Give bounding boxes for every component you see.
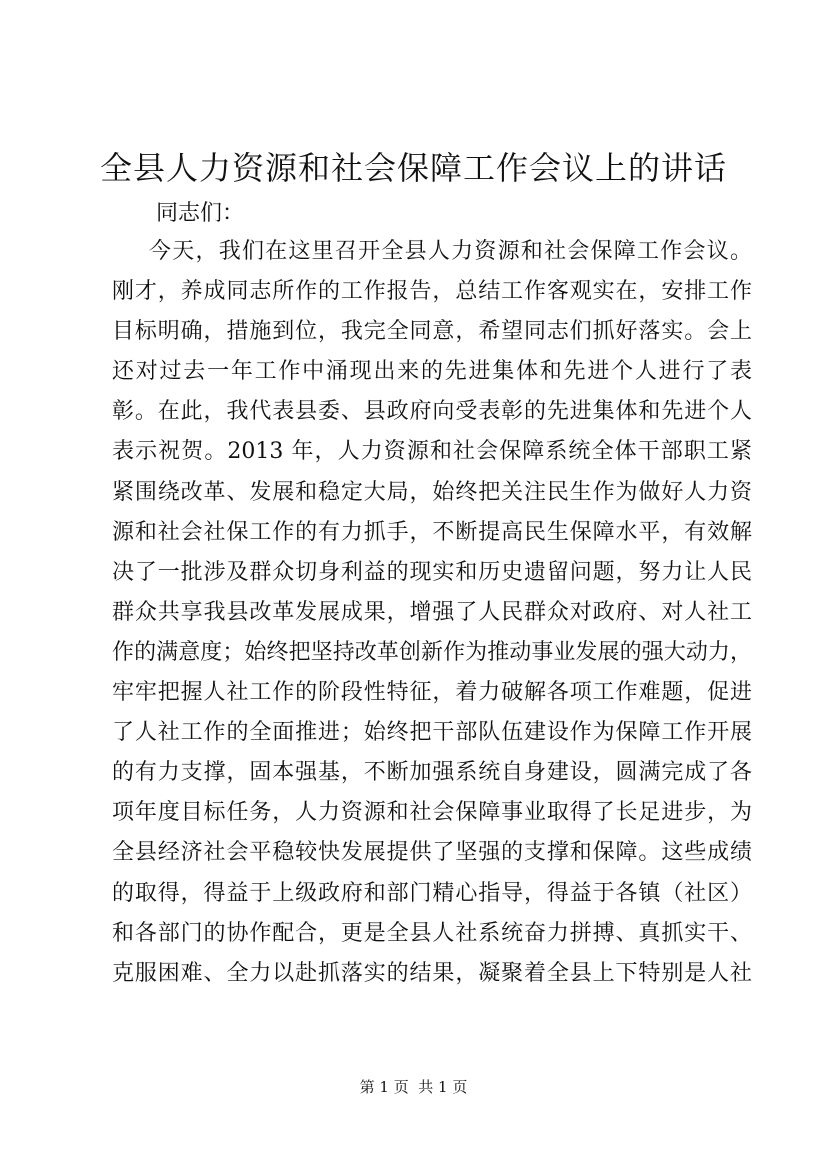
text-line: 表示祝贺。2013 年，人力资源和社会保障系统全体干部职工紧 [112, 439, 752, 465]
text-line: 的有力支撑，固本强基，不断加强系统自身建设，圆满完成了各 [112, 760, 752, 786]
salutation: 同志们： [156, 201, 245, 226]
text-line: 决了一批涉及群众切身利益的现实和历史遗留问题，努力让人民 [112, 559, 752, 585]
text-line: 紧围绕改革、发展和稳定大局，始终把关注民生作为做好人力资 [112, 479, 752, 505]
text-line: 了人社工作的全面推进；始终把干部队伍建设作为保障工作开展 [112, 720, 752, 746]
text-line: 彰。在此，我代表县委、县政府向受表彰的先进集体和先进个人 [112, 399, 752, 425]
text-line: 刚才，养成同志所作的工作报告，总结工作客观实在，安排工作 [112, 279, 752, 305]
page-number: 第 1 页 共 1 页 [359, 1078, 468, 1096]
text-line: 源和社会社保工作的有力抓手，不断提高民生保障水平，有效解 [112, 519, 752, 545]
text-line: 目标明确，措施到位，我完全同意，希望同志们抓好落实。会上 [112, 319, 752, 345]
text-line: 克服困难、全力以赴抓落实的结果，凝聚着全县上下特别是人社 [112, 960, 752, 986]
text-line: 今天，我们在这里召开全县人力资源和社会保障工作会议。 [149, 239, 752, 264]
page-footer [0, 1077, 827, 1097]
text-line: 项年度目标任务，人力资源和社会保障事业取得了长足进步，为 [112, 800, 752, 826]
text-line: 牢牢把握人社工作的阶段性特征，着力破解各项工作难题，促进 [112, 680, 752, 706]
speech-body [112, 232, 752, 994]
text-line: 全县经济社会平稳较快发展提供了坚强的支撑和保障。这些成绩 [112, 840, 752, 866]
text-line: 作的满意度；始终把坚持改革创新作为推动事业发展的强大动力， [112, 639, 752, 665]
text-line: 和各部门的协作配合，更是全县人社系统奋力拼搏、真抓实干、 [112, 920, 752, 946]
document-title: 全县人力资源和社会保障工作会议上的讲话 [99, 149, 727, 187]
text-line: 群众共享我县改革发展成果，增强了人民群众对政府、对人社工 [112, 599, 752, 625]
text-line: 还对过去一年工作中涌现出来的先进集体和先进个人进行了表 [112, 359, 752, 385]
text-line: 的取得，得益于上级政府和部门精心指导，得益于各镇（社区） [112, 880, 752, 906]
